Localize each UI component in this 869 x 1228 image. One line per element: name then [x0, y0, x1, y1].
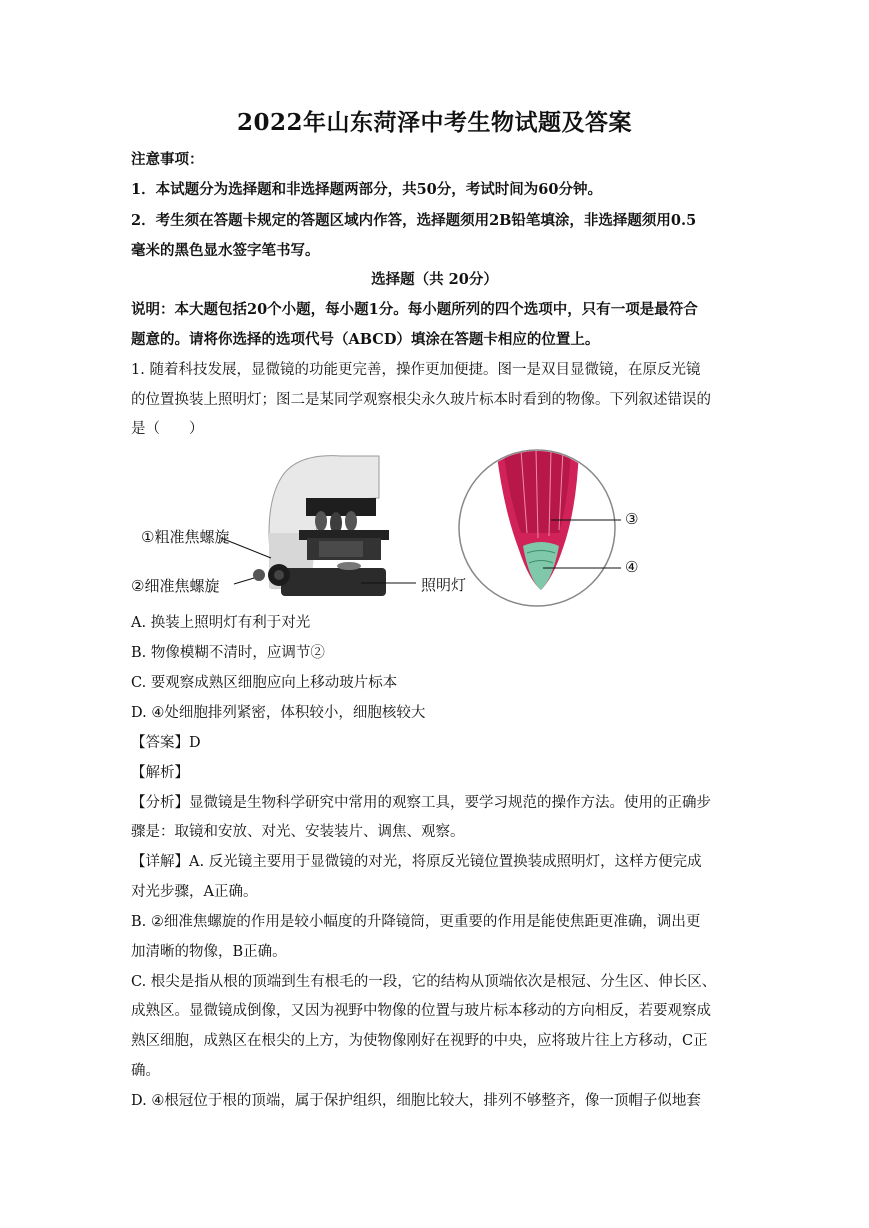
analysis-heading: 【解析】 — [131, 765, 189, 781]
question-1-stem-line-1: 1. 随着科技发展，显微镜的功能更完善，操作更加便捷。图一是双目显微镜，在原反光镜 — [131, 362, 701, 378]
analysis-c-line-4: 确。 — [131, 1063, 160, 1079]
label-number-4: ④ — [625, 558, 639, 576]
question-1-stem-line-2: 的位置换装上照明灯；图二是某同学观察根尖永久玻片标本时看到的物像。下列叙述错误的 — [131, 392, 711, 408]
analysis-detail-a-line-2: 对光步骤，A正确。 — [131, 884, 258, 900]
option-c: C. 要观察成熟区细胞应向上移动玻片标本 — [131, 675, 398, 691]
section-desc-line-1: 说明：本大题包括20个小题，每小题1分。每小题所列的四个选项中，只有一项是最符合 — [131, 301, 698, 318]
notice-item-2-line-2: 毫米的黑色显水签字笔书写。 — [131, 242, 320, 259]
notice-item-1: 1．本试题分为选择题和非选择题两部分，共50分，考试时间为60分钟。 — [131, 181, 602, 198]
question-1-figure — [131, 438, 671, 608]
option-b: B. 物像模糊不清时，应调节② — [131, 645, 325, 661]
analysis-c-line-1: C. 根尖是指从根的顶端到生有根毛的一段，它的结构从顶端依次是根冠、分生区、伸长区、 — [131, 974, 717, 990]
notice-item-2-line-1: 2．考生须在答题卡规定的答题区域内作答，选择题须用2B铅笔填涂，非选择题须用0.5 — [131, 212, 697, 229]
analysis-fenxi-line-1: 【分析】显微镜是生物科学研究中常用的观察工具，要学习规范的操作方法。使用的正确步 — [131, 795, 711, 811]
analysis-c-line-3: 熟区细胞，成熟区在根尖的上方，为使物像刚好在视野的中央，应将玻片往上方移动，C正 — [131, 1033, 708, 1049]
fine-focus-knob-label: ②细准焦螺旋 — [131, 577, 220, 595]
analysis-b-line-2: 加清晰的物像，B正确。 — [131, 944, 287, 960]
analysis-b-line-1: B. ②细准焦螺旋的作用是较小幅度的升降镜筒，更重要的作用是能使焦距更准确，调出更 — [131, 914, 701, 930]
answer: 【答案】D — [131, 735, 201, 751]
coarse-focus-knob-label: ①粗准焦螺旋 — [141, 528, 230, 546]
analysis-detail-a-line-1: 【详解】A. 反光镜主要用于显微镜的对光，将原反光镜位置换装成照明灯，这样方便完成 — [131, 854, 702, 870]
question-1-stem-line-3: 是（ ） — [131, 421, 204, 437]
notice-heading: 注意事项： — [131, 151, 204, 168]
analysis-c-line-2: 成熟区。显微镜成倒像，又因为视野中物像的位置与玻片标本移动的方向相反，若要观察成 — [131, 1003, 711, 1019]
section-desc-line-2: 题意的。请将你选择的选项代号（ABCD）填涂在答题卡相应的位置上。 — [131, 331, 600, 348]
analysis-fenxi-line-2: 骤是：取镜和安放、对光、安装装片、调焦、观察。 — [131, 824, 465, 840]
option-a: A. 换装上照明灯有利于对光 — [131, 615, 311, 631]
option-d: D. ④处细胞排列紧密，体积较小，细胞核较大 — [131, 705, 426, 721]
page-title: 2022年山东菏泽中考生物试题及答案 — [236, 109, 632, 136]
label-number-3: ③ — [625, 510, 639, 528]
lamp-label: 照明灯 — [421, 576, 467, 594]
analysis-d-line-1: D. ④根冠位于根的顶端，属于保护组织，细胞比较大，排列不够整齐，像一顶帽子似地套 — [131, 1093, 701, 1109]
section-heading: 选择题（共 20分） — [371, 271, 498, 288]
